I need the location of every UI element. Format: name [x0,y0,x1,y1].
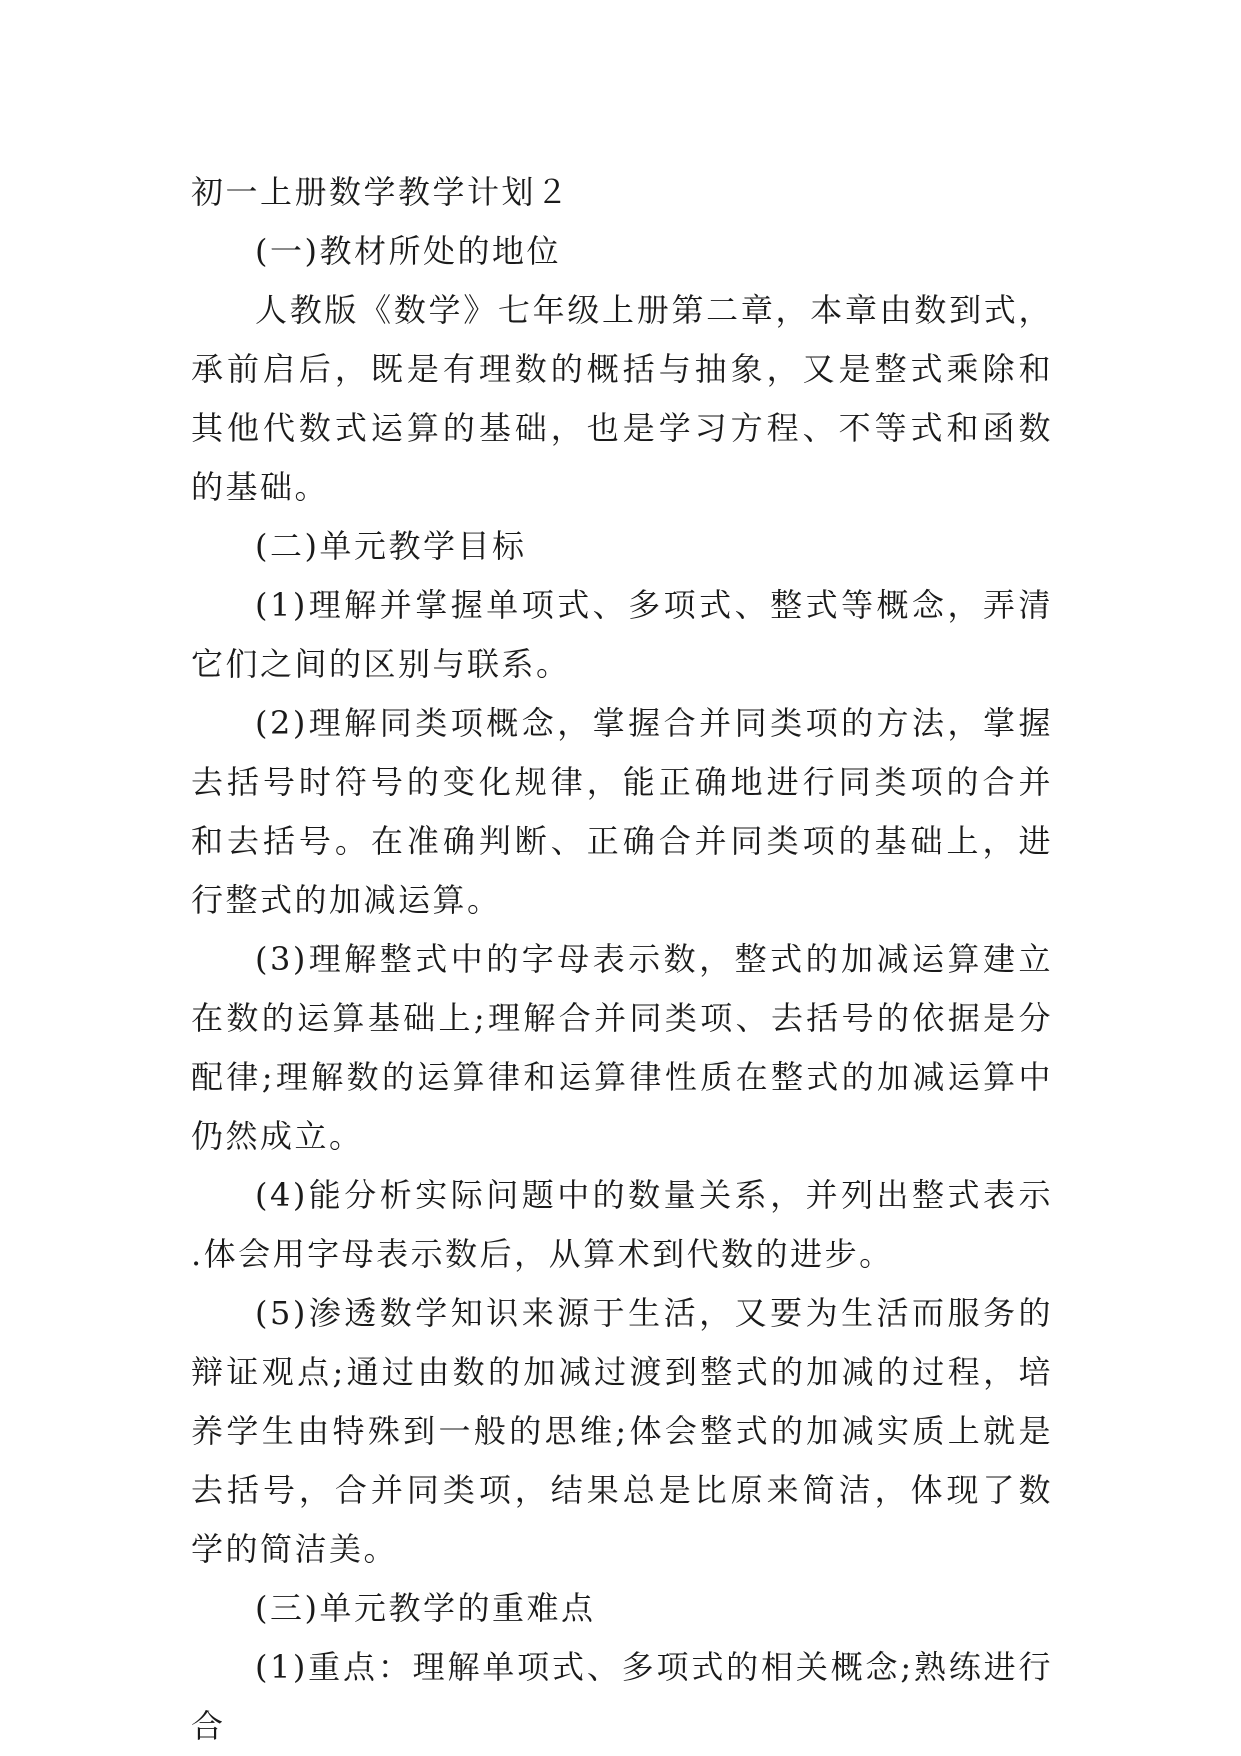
section-heading-1: (一)教材所处的地位 [255,232,561,270]
section-heading-2: (二)单元教学目标 [255,527,527,565]
objective-3: (3)理解整式中的字母表示数，整式的加减运算建立在数的运算基础上;理解合并同类项、去括号的依据是分配律;理解数的运算律和运算律性质在整式的加减运算中仍然成立。 [191,940,1053,1155]
objective-1: (1)理解并掌握单项式、多项式、整式等概念，弄清它们之间的区别与联系。 [191,586,1053,683]
objective-4: (4)能分析实际问题中的数量关系，并列出整式表示 .体会用字母表示数后，从算术到代数的进步。 [191,1176,1053,1273]
document-body [191,163,1053,1756]
paragraph-textbook-position: 人教版《数学》七年级上册第二章，本章由数到式，承前启后，既是有理数的概括与抽象，又是整式乘除和其他代数式运算的基础，也是学习方程、不等式和函数的基础。 [191,291,1053,506]
section-heading-3: (三)单元教学的重难点 [255,1589,596,1627]
document-title: 初一上册数学教学计划２ [191,173,571,211]
objective-5: (5)渗透数学知识来源于生活，又要为生活而服务的辩证观点;通过由数的加减过渡到整式的加减的过程，培养学生由特殊到一般的思维;体会整式的加减实质上就是去括号，合并同类项，结果总是比原来简洁，体现了数学的简洁美。 [191,1294,1053,1568]
key-point-1: (1)重点：理解单项式、多项式的相关概念;熟练进行合 [191,1648,1053,1745]
objective-2: (2)理解同类项概念，掌握合并同类项的方法，掌握去括号时符号的变化规律，能正确地进行同类项的合并和去括号。在准确判断、正确合并同类项的基础上，进行整式的加减运算。 [191,704,1053,919]
